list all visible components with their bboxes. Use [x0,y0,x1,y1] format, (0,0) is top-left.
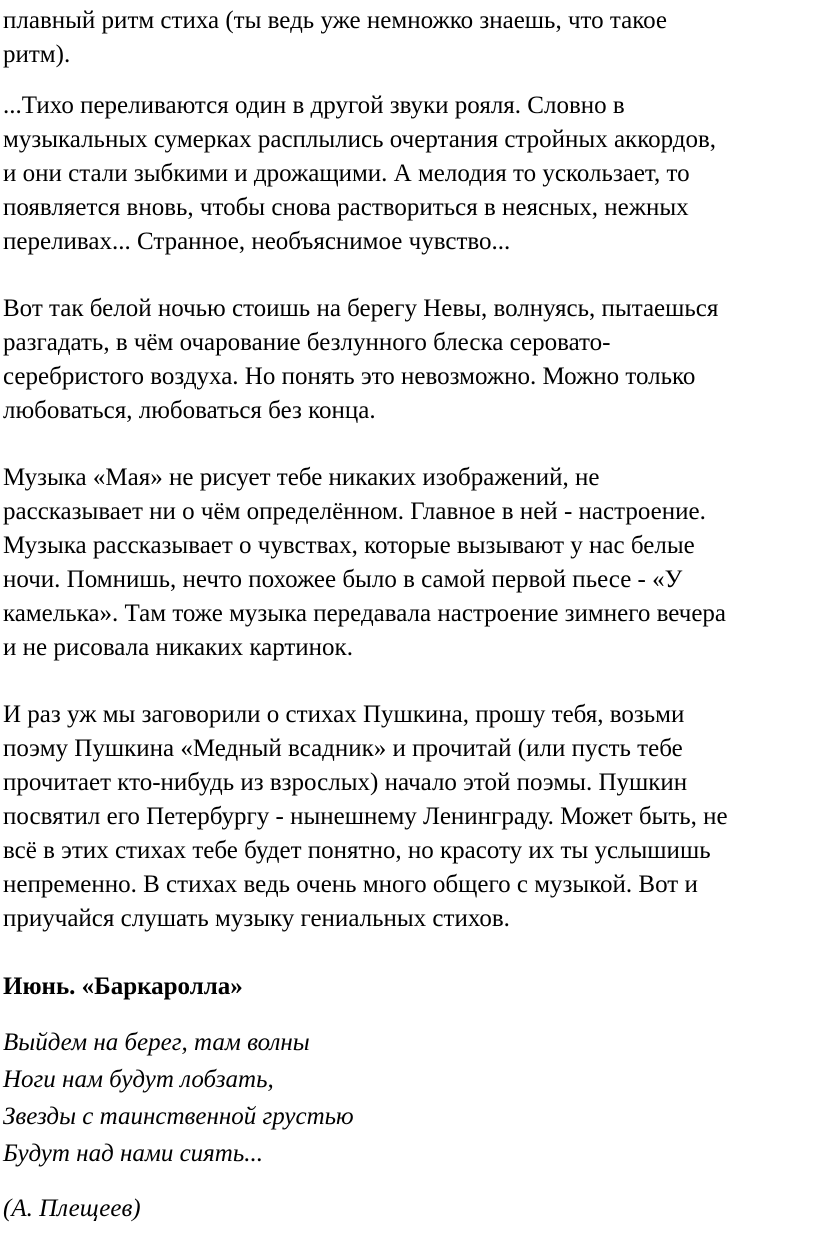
poem-line: Ноги нам будут лобзать, [3,1066,274,1093]
text-line: плавный ритм стиха (ты ведь уже немножко знаешь, что такое [3,7,667,34]
text-line: любоваться, любоваться без конца. [3,397,376,424]
text-line: ритм). [3,41,71,68]
text-line: ...Тихо переливаются один в другой звуки рояля. Словно в [3,92,625,119]
text-line: переливах... Странное, необъяснимое чувство... [3,228,511,255]
text-line: поэму Пушкина «Медный всадник» и прочитай (или пусть тебе [3,735,683,762]
paragraph-rhythm [3,4,816,72]
text-line: Музыка «Мая» не рисует тебе никаких изображений, не [3,464,600,491]
text-line: серебристого воздуха. Но понять это невозможно. Можно только [3,363,696,390]
text-line: ночи. Помнишь, нечто похожее было в самой первой пьесе - «У [3,566,683,593]
paragraph-piano [3,89,816,259]
text-line: появляется вновь, чтобы снова раствориться в неясных, нежных [3,194,689,221]
poem-line: Будут над нами сиять... [3,1140,263,1167]
text-line: Вот так белой ночью стоишь на берегу Невы, волнуясь, пытаешься [3,295,719,322]
poem-line: Выйдем на берег, там волны [3,1029,310,1056]
poem-quote [3,1026,816,1174]
text-line: приучайся слушать музыку гениальных стихов. [3,905,510,932]
text-line: всё в этих стихах тебе будет понятно, но красоту их ты услышишь [3,837,711,864]
paragraph-pushkin [3,698,816,936]
poem-author [3,1192,816,1226]
text-line: прочитает кто-нибудь из взрослых) начало этой поэмы. Пушкин [3,769,688,796]
text-line: непременно. В стихах ведь очень много общего с музыкой. Вот и [3,871,698,898]
text-line: музыкальных сумерках расплылись очертания стройных аккордов, [3,126,717,153]
text-line: посвятил его Петербургу - нынешнему Ленинграду. Может быть, не [3,803,728,830]
text-line: Музыка рассказывает о чувствах, которые вызывают у нас белые [3,532,695,559]
heading-text: Июнь. «Баркаролла» [3,973,243,1000]
text-line: разгадать, в чём очарование безлунного блеска серовато- [3,329,611,356]
paragraph-white-night [3,292,816,428]
text-line: и не рисовала никаких картинок. [3,634,353,661]
section-heading-june [3,970,816,1004]
paragraph-may-music [3,461,816,665]
author-name: (А. Плещеев) [3,1195,141,1222]
poem-line: Звезды с таинственной грустью [3,1103,354,1130]
text-line: и они стали зыбкими и дрожащими. А мелодия то ускользает, то [3,160,690,187]
text-line: камелька». Там тоже музыка передавала настроение зимнего вечера [3,600,727,627]
text-line: рассказывает ни о чём определённом. Главное в ней - настроение. [3,498,706,525]
text-line: И раз уж мы заговорили о стихах Пушкина, прошу тебя, возьми [3,701,685,728]
